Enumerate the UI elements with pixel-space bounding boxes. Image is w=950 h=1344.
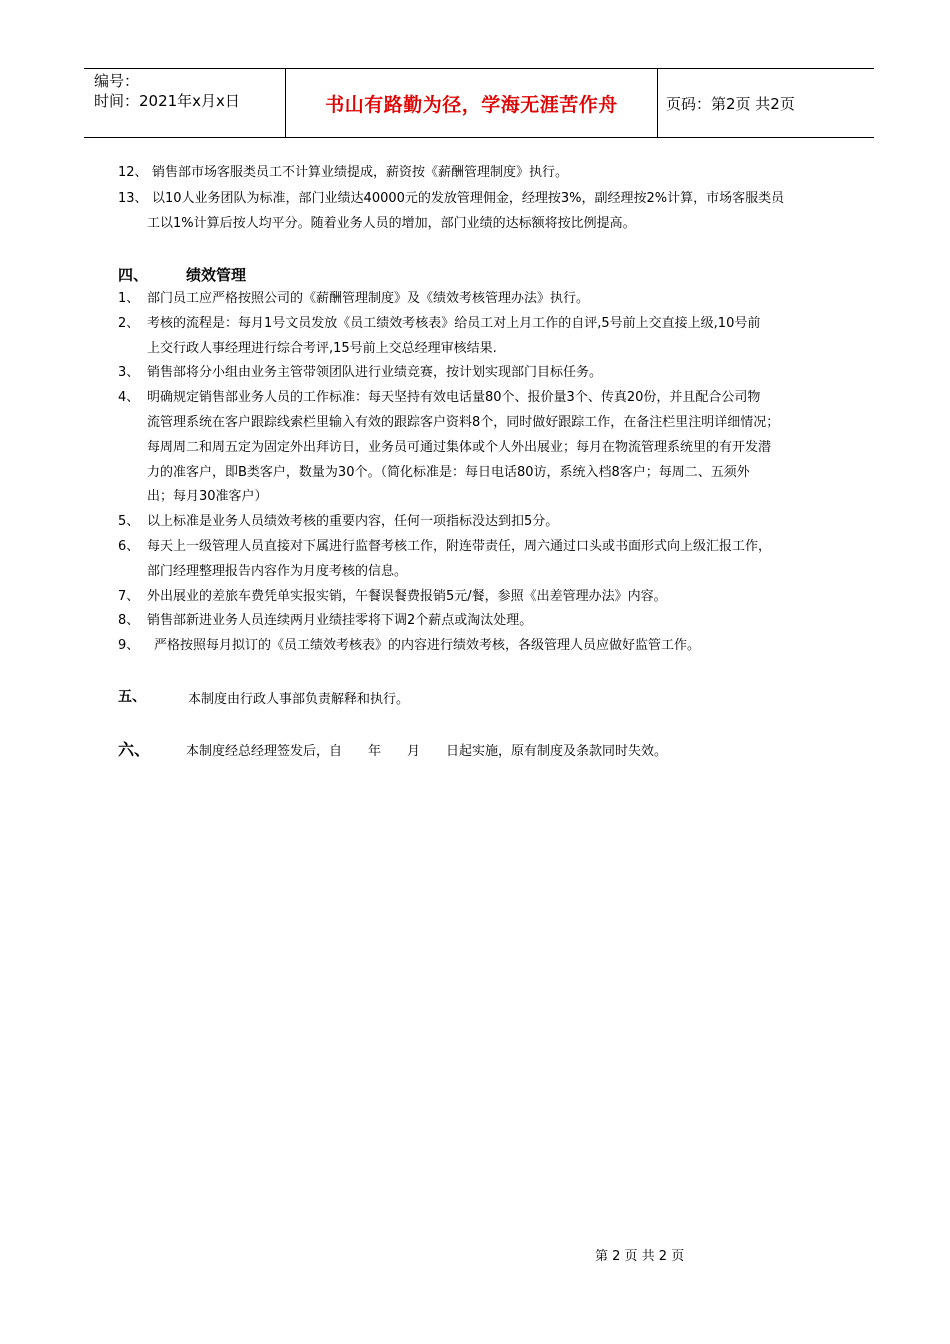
list-item-text: 每周周二和周五定为固定外出拜访日，业务员可通过集体或个人外出展业；每月在物流管理系统里的有开发潜 bbox=[147, 440, 772, 455]
list-item-text: 部门经理整理报告内容作为月度考核的信息。 bbox=[147, 564, 408, 579]
list-item-number: 3、 bbox=[118, 365, 140, 380]
header-meta bbox=[84, 69, 286, 137]
list-item-number: 8、 bbox=[118, 613, 140, 628]
list-item-text: 考核的流程是：每月1号文员发放《员工绩效考核表》给员工对上月工作的自评,5号前上交直接上级,10号前 bbox=[147, 316, 761, 331]
header-motto-cell bbox=[286, 69, 658, 137]
list-item-text: 上交行政人事经理进行综合考评,15号前上交总经理审核结果. bbox=[147, 341, 497, 356]
list-item-number: 13、 bbox=[118, 191, 148, 206]
list-item-text: 以上标准是业务人员绩效考核的重要内容，任何一项指标没达到扣5分。 bbox=[147, 514, 559, 529]
list-item-text: 销售部新进业务人员连续两月业绩挂零将下调2个薪点或淘汰处理。 bbox=[147, 613, 533, 628]
header-page-number: 页码：第2页 共2页 bbox=[666, 94, 795, 113]
list-item-text: 部门员工应严格按照公司的《薪酬管理制度》及《绩效考核管理办法》执行。 bbox=[147, 291, 590, 306]
document-number-label: 编号： bbox=[94, 72, 140, 90]
header-motto: 书山有路勤为径，学海无涯苦作舟 bbox=[325, 93, 618, 116]
list-item-text: 以10人业务团队为标准，部门业绩达40000元的发放管理佣金，经理按3%，副经理按2%计算，市场客服类员 bbox=[152, 191, 785, 206]
list-item-text: 出；每月30准客户） bbox=[147, 489, 268, 504]
list-item-number: 9、 bbox=[118, 638, 140, 653]
section-text: 本制度由行政人事部负责解释和执行。 bbox=[188, 692, 410, 707]
section-number: 四、 bbox=[118, 266, 149, 284]
section-number: 五、 bbox=[118, 689, 146, 705]
list-item-number: 6、 bbox=[118, 539, 140, 554]
list-item-number: 12、 bbox=[118, 165, 148, 180]
list-item-text: 严格按照每月拟订的《员工绩效考核表》的内容进行绩效考核，各级管理人员应做好监管工作。 bbox=[154, 638, 701, 653]
list-item-number: 5、 bbox=[118, 514, 140, 529]
list-item-text: 工以1%计算后按人均平分。随着业务人员的增加，部门业绩的达标额将按比例提高。 bbox=[147, 216, 636, 231]
list-item-text: 力的准客户，即B类客户，数量为30个。（简化标准是：每日电话80访，系统入档8客户；每周二、五须外 bbox=[147, 465, 750, 480]
list-item-number: 4、 bbox=[118, 390, 140, 405]
list-item-text: 销售部将分小组由业务主管带领团队进行业绩竞赛，按计划实现部门目标任务。 bbox=[147, 365, 603, 380]
list-item-number: 2、 bbox=[118, 316, 140, 331]
section-title: 绩效管理 bbox=[186, 266, 247, 284]
list-item-number: 7、 bbox=[118, 589, 140, 604]
section-number: 六、 bbox=[118, 740, 151, 759]
section-text: 本制度经总经理签发后，自 年 月 日起实施，原有制度及条款同时失效。 bbox=[186, 744, 668, 759]
list-item-number: 1、 bbox=[118, 291, 140, 306]
list-item-text: 销售部市场客服类员工不计算业绩提成，薪资按《薪酬管理制度》执行。 bbox=[152, 165, 569, 180]
list-item-text: 流管理系统在客户跟踪线索栏里输入有效的跟踪客户资料8个，同时做好跟踪工作，在备注栏里注明详细情况； bbox=[147, 415, 780, 430]
list-item-text: 明确规定销售部业务人员的工作标准：每天坚持有效电话量80个、报价量3个、传真20份，并且配合公司物 bbox=[147, 390, 761, 405]
document-header bbox=[84, 68, 874, 138]
page-footer: 第 2 页 共 2 页 bbox=[595, 1249, 685, 1264]
list-item-text: 每天上一级管理人员直接对下属进行监督考核工作，附连带责任，周六通过口头或书面形式向上级汇报工作， bbox=[147, 539, 772, 554]
list-item-text: 外出展业的差旅车费凭单实报实销，午餐误餐费报销5元/餐，参照《出差管理办法》内容。 bbox=[147, 589, 667, 604]
document-date-label: 时间：2021年x月x日 bbox=[94, 92, 240, 110]
